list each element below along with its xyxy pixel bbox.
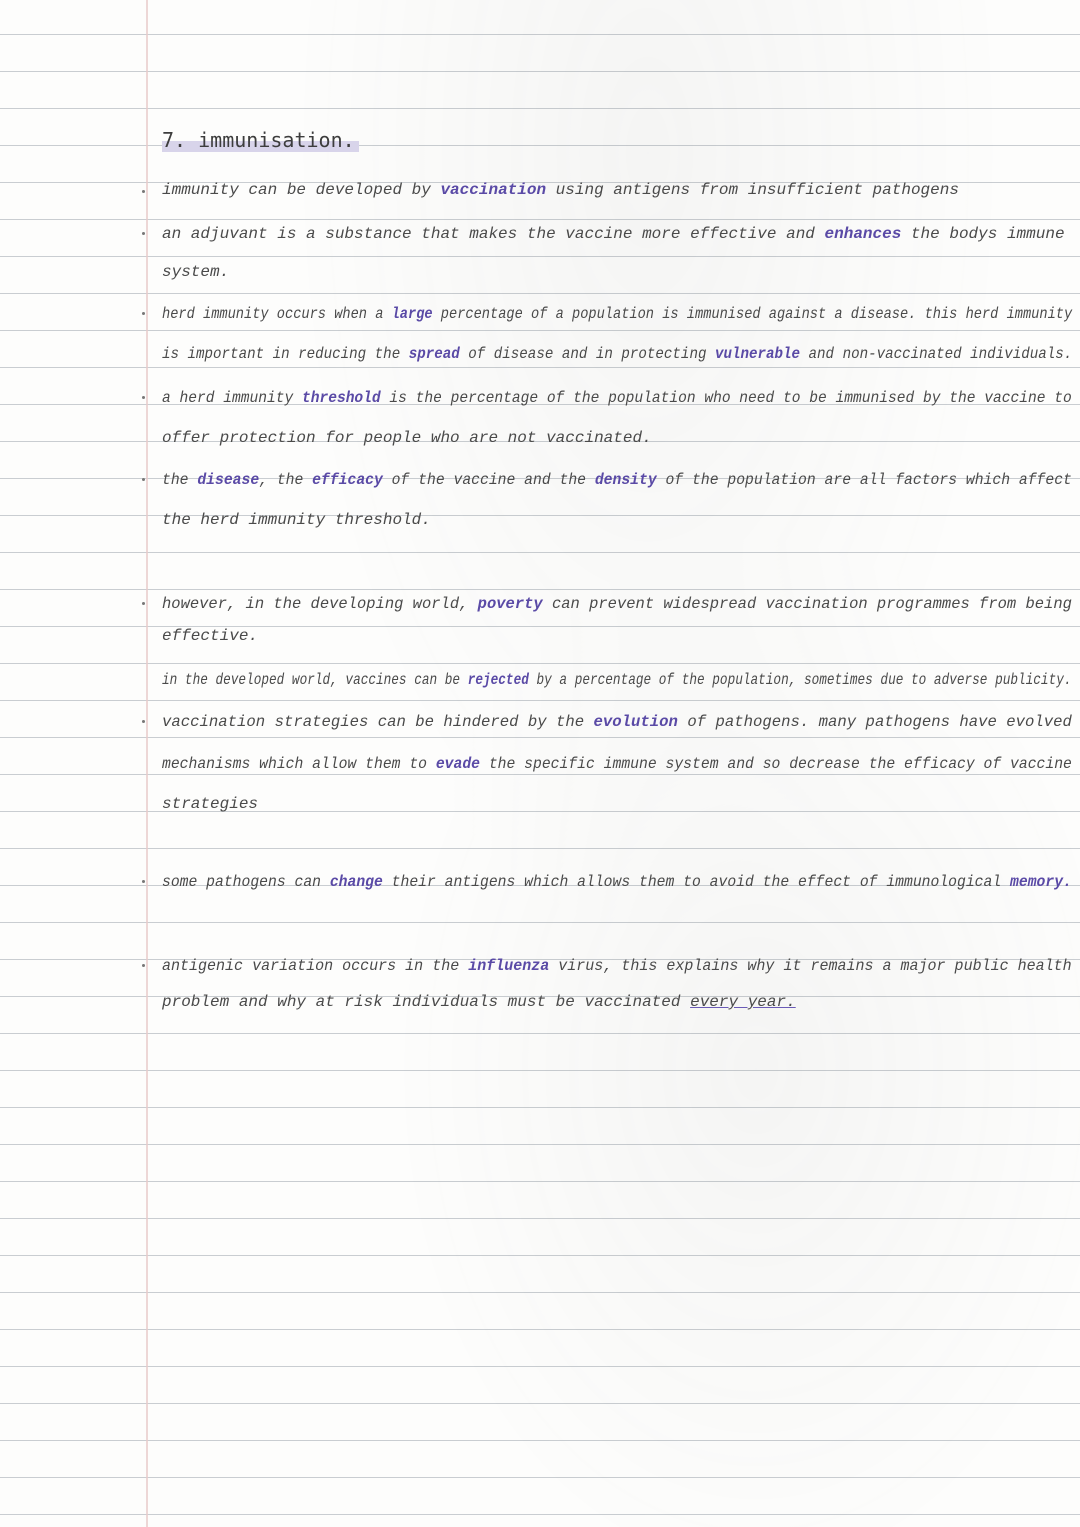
note-line: [162, 756, 1072, 772]
note-text: strategies: [162, 795, 259, 813]
highlighted-term: spread: [408, 345, 460, 363]
margin-line: [146, 0, 148, 1527]
note-text: the herd immunity threshold.: [162, 511, 431, 529]
note-text: offer protection for people who are not vaccinated.: [162, 429, 652, 447]
note-text: every year.: [690, 993, 796, 1011]
highlighted-term: disease: [197, 471, 260, 489]
note-text: in the developed world, vaccines can be: [162, 671, 468, 689]
note-text: percentage of a population is immunised against a disease. this herd immunity: [432, 305, 1073, 323]
note-line: [162, 346, 1072, 362]
highlighted-term: evade: [435, 755, 481, 773]
note-text: , the: [259, 471, 313, 489]
note-line: [162, 874, 1072, 890]
note-line: [162, 994, 796, 1010]
note-text: some pathogens can: [162, 873, 330, 891]
note-text: by a percentage of the population, sometimes due to adverse publicity.: [528, 671, 1072, 689]
note-text: their antigens which allows them to avoid the effect of immunological: [382, 873, 1011, 891]
note-line: [162, 628, 258, 644]
note-text: of the population are all factors which affect: [656, 471, 1072, 489]
highlighted-term: enhances: [824, 225, 902, 243]
note-text: is the percentage of the population who need to be immunised by the vaccine to: [380, 389, 1072, 407]
note-text: immunity can be developed by: [162, 181, 441, 199]
note-text: effective.: [162, 627, 259, 645]
bullet-point: [142, 478, 145, 481]
note-line: [162, 796, 258, 812]
note-line: [162, 472, 1072, 488]
highlighted-term: influenza: [468, 957, 550, 975]
highlighted-term: evolution: [593, 713, 678, 731]
highlighted-term: threshold: [301, 389, 381, 407]
page-title: 7. immunisation.: [162, 128, 359, 152]
note-line: [162, 714, 1072, 730]
note-text: and non-vaccinated individuals.: [800, 345, 1073, 363]
highlighted-term: large: [391, 305, 433, 323]
note-line: [162, 264, 229, 280]
bullet-point: [142, 964, 145, 967]
bullet-point: [142, 720, 145, 723]
highlighted-term: poverty: [477, 595, 543, 613]
note-line: [162, 226, 1065, 242]
note-line: [162, 512, 431, 528]
note-line: [162, 182, 959, 198]
note-text: the specific immune system and so decrease the efficacy of vaccine: [480, 755, 1072, 773]
note-line: [162, 672, 1072, 688]
note-text: problem and why at risk individuals must be vaccinated: [162, 993, 691, 1011]
highlighted-term: change: [329, 873, 383, 891]
note-line: [162, 958, 1072, 974]
highlighted-term: efficacy: [312, 471, 383, 489]
highlighted-term: memory.: [1010, 873, 1072, 891]
note-text: an adjuvant is a substance that makes the vaccine more effective and: [162, 225, 825, 243]
note-line: [162, 596, 1072, 612]
note-text: system.: [162, 263, 230, 281]
highlighted-term: vulnerable: [714, 345, 801, 363]
bullet-point: [142, 396, 145, 399]
highlighted-term: density: [594, 471, 657, 489]
bullet-point: [142, 232, 145, 235]
highlighted-term: vaccination: [440, 181, 547, 199]
bullet-point: [142, 312, 145, 315]
note-text: the bodys immune: [901, 225, 1065, 243]
note-text: virus, this explains why it remains a major public health: [549, 957, 1072, 975]
note-text: herd immunity occurs when a: [162, 305, 392, 323]
bullet-point: [142, 880, 145, 883]
note-text: antigenic variation occurs in the: [162, 957, 469, 975]
note-text: of disease and in protecting: [459, 345, 715, 363]
note-line: [162, 306, 1072, 322]
note-text: is important in reducing the: [162, 345, 409, 363]
note-text: can prevent widespread vaccination programmes from being: [542, 595, 1072, 613]
note-text: of pathogens. many pathogens have evolved: [677, 713, 1072, 731]
highlighted-term: rejected: [467, 671, 529, 689]
note-text: the: [162, 471, 198, 489]
note-text: vaccination strategies can be hindered by the: [162, 713, 594, 731]
bullet-point: [142, 602, 145, 605]
note-text: a herd immunity: [162, 389, 302, 407]
note-line: [162, 390, 1072, 406]
note-text: however, in the developing world,: [162, 595, 478, 613]
note-text: using antigens from insufficient pathogens: [546, 181, 959, 199]
note-text: mechanisms which allow them to: [162, 755, 436, 773]
bullet-point: [142, 190, 145, 193]
note-text: of the vaccine and the: [382, 471, 595, 489]
note-line: [162, 430, 652, 446]
